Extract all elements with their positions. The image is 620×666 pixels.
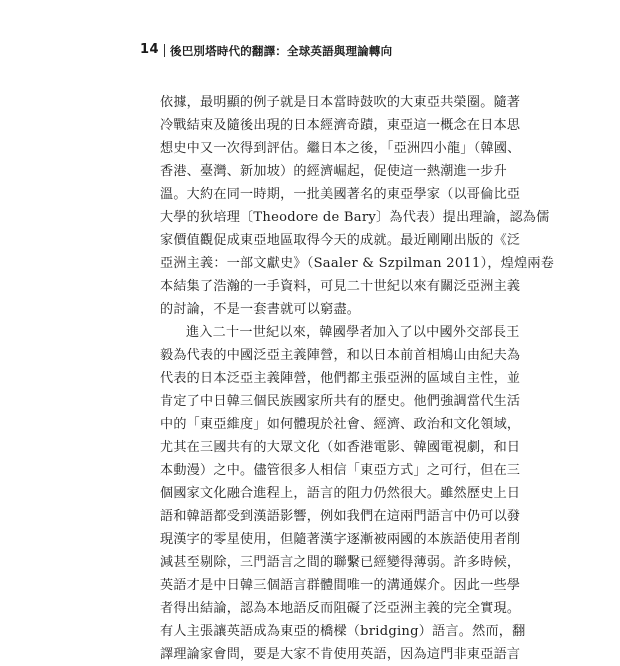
text-line: 依據，最明顯的例子就是日本當時鼓吹的大東亞共榮圈。隨著 [160, 95, 521, 110]
text-line: 大學的狄培理〔Theodore de Bary〕為代表）提出理論，認為儒 [160, 210, 550, 225]
text-line: 英語才是中日韓三個語言群體間唯一的溝通媒介。因此一些學 [160, 578, 521, 593]
text-line: 溫。大約在同一時期，一批美國著名的東亞學家（以哥倫比亞 [160, 187, 521, 202]
header-divider [164, 44, 165, 57]
text-line: 代表的日本泛亞主義陣營，他們都主張亞洲的區域自主性，並 [160, 371, 521, 386]
text-line: 冷戰結束及隨後出現的日本經濟奇蹟，東亞這一概念在日本思 [160, 118, 521, 133]
text-line: 香港、臺灣、新加坡）的經濟崛起，促使這一熱潮進一步升 [160, 164, 507, 179]
text-line: 語和韓語都受到漢語影響，例如我們在這兩門語言中仍可以發 [160, 509, 521, 524]
paragraph-1 [160, 91, 555, 321]
text-line: 想史中又一次得到評估。繼日本之後，「亞洲四小龍」（韓國、 [160, 141, 521, 156]
text-line: 家價值觀促成東亞地區取得今天的成就。最近剛剛出版的《泛 [160, 233, 521, 248]
text-line: 個國家文化融合進程上，語言的阻力仍然很大。雖然歷史上日 [160, 486, 521, 501]
page-number: 14 [140, 42, 160, 57]
body-text [160, 91, 555, 666]
text-line: 中的「東亞維度」如何體現於社會、經濟、政治和文化領域， [160, 417, 521, 432]
running-title: 後巴別塔時代的翻譯：全球英語與理論轉向 [170, 44, 393, 58]
text-line: 者得出結論，認為本地語反而阻礙了泛亞洲主義的完全實現。 [160, 601, 521, 616]
text-line: 有人主張讓英語成為東亞的橋樑（bridging）語言。然而，翻 [160, 624, 526, 639]
text-line: 現漢字的零星使用，但隨著漢字逐漸被兩國的本族語使用者削 [160, 532, 521, 547]
text-line: 的討論，不是一套書就可以窮盡。 [160, 302, 361, 317]
text-line: 減甚至剔除，三門語言之間的聯繫已經變得薄弱。許多時候， [160, 555, 521, 570]
text-line: 尤其在三國共有的大眾文化（如香港電影、韓國電視劇，和日 [160, 440, 521, 455]
text-line: 毅為代表的中國泛亞主義陣營，和以日本前首相鳩山由紀夫為 [160, 348, 521, 363]
text-line: 本結集了浩瀚的一手資料，可見二十世紀以來有關泛亞洲主義 [160, 279, 521, 294]
text-line: 亞洲主義：一部文獻史》（Saaler & Szpilman 2011），煌煌兩卷 [160, 256, 555, 271]
page-header [140, 41, 540, 61]
text-line: 肯定了中日韓三個民族國家所共有的歷史。他們強調當代生活 [160, 394, 521, 409]
paragraph-2 [160, 321, 526, 666]
text-line: 本動漫）之中。儘管很多人相信「東亞方式」之可行，但在三 [160, 463, 521, 478]
text-line: 進入二十一世紀以來，韓國學者加入了以中國外交部長王 [186, 325, 520, 340]
text-line: 譯理論家會問，要是大家不肯使用英語，因為這門非東亞語言 [160, 647, 521, 662]
